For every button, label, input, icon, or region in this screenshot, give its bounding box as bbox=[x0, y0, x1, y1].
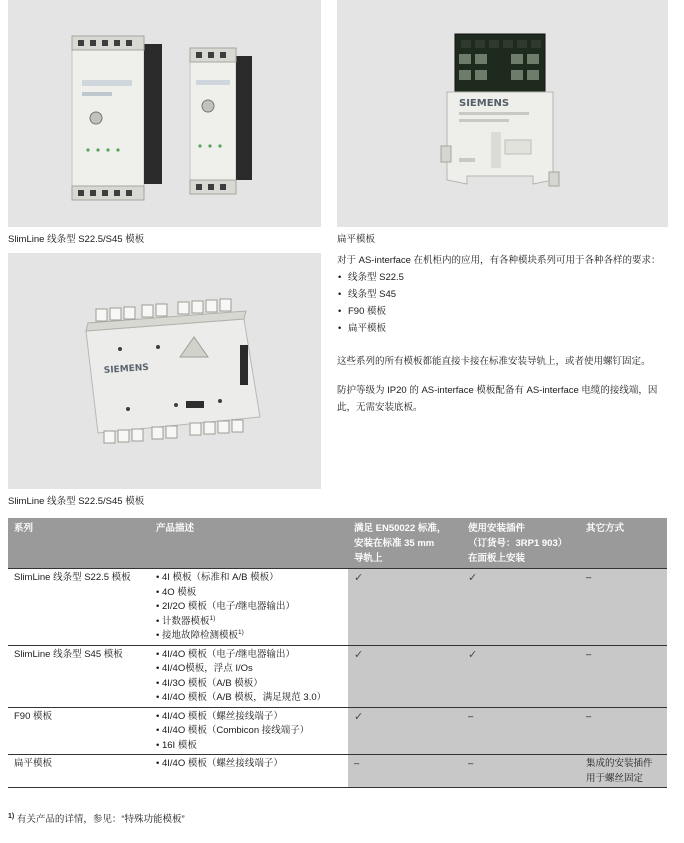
row-other bbox=[580, 707, 667, 755]
intro-text bbox=[337, 252, 669, 416]
row-description bbox=[150, 707, 348, 755]
row-rail bbox=[348, 707, 462, 755]
row-item: • 16I 模板 bbox=[156, 739, 197, 751]
table-row bbox=[8, 707, 667, 755]
siemens-logo-slimline: SIEMENS bbox=[103, 362, 150, 376]
series-item: • 线条型 S22.5 bbox=[337, 269, 669, 286]
row-item: • 计数器模板$^{1)}$ bbox=[156, 614, 216, 627]
slimline-flat-module-image bbox=[8, 253, 321, 489]
dash-mark: – bbox=[586, 648, 592, 660]
flat-module-caption: 扁平模板 bbox=[337, 234, 376, 245]
series-item: • F90 模板 bbox=[337, 303, 669, 320]
row-rail bbox=[348, 569, 462, 646]
header-plug-line: 在面板上安装 bbox=[468, 553, 526, 564]
footnote-text: 有关产品的详情，参见：“特殊功能模板” bbox=[16, 814, 185, 825]
flat-module-image bbox=[337, 0, 668, 227]
dash-mark: – bbox=[586, 710, 592, 722]
row-series: 扁平模板 bbox=[8, 755, 150, 788]
protection-paragraph: 防护等级为 IP20 的 AS-interface 模板配备有 AS-interface 电缆的接线端，因此，无需安装底板。 bbox=[337, 385, 658, 413]
siemens-logo-flat: SIEMENS bbox=[459, 98, 510, 109]
intro-paragraph: 对于 AS-interface 在机柜内的应用，有各种模块系列可用于各种各样的要求： bbox=[337, 255, 661, 266]
row-item: • 2I/2O 模板（电子/继电器输出） bbox=[156, 601, 295, 612]
row-item: • 4I 模板（标准和 A/B 模板） bbox=[156, 572, 279, 583]
slimline-photo-bottom bbox=[8, 253, 321, 489]
header-plug-line: 使用安装插件 bbox=[468, 523, 526, 534]
row-other bbox=[580, 569, 667, 646]
header-rail-line: 导轨上 bbox=[354, 553, 383, 564]
row-item: • 4I/4O 模板（螺丝接线端子） bbox=[156, 758, 283, 769]
flat-module-photo bbox=[337, 0, 668, 227]
slimline-caption-bottom: SlimLine 线条型 S22.5/S45 模板 bbox=[8, 496, 145, 507]
other-line: 用于螺丝固定 bbox=[586, 772, 644, 784]
check-icon: ✓ bbox=[354, 648, 364, 661]
row-plug bbox=[462, 569, 580, 646]
row-other bbox=[580, 755, 667, 788]
dash-mark: – bbox=[468, 758, 474, 769]
series-list bbox=[337, 269, 669, 337]
row-item: • 4O 模板 bbox=[156, 586, 197, 598]
series-item: • 线条型 S45 bbox=[337, 286, 669, 303]
row-item: • 4I/4O模板，浮点 I/Os bbox=[156, 663, 253, 674]
table-row bbox=[8, 645, 667, 707]
dash-mark: – bbox=[586, 572, 592, 583]
dash-mark: – bbox=[354, 758, 360, 769]
header-plug-line: （订货号：3RP1 903） bbox=[468, 538, 568, 549]
row-description bbox=[150, 569, 348, 646]
header-rail-line: 满足 EN50022 标准， bbox=[354, 523, 447, 534]
footnote-mark: 1) bbox=[8, 812, 15, 820]
slimline-modules-image bbox=[8, 0, 321, 227]
row-item: • 接地故障检测模板$^{1)}$ bbox=[156, 628, 244, 641]
row-description bbox=[150, 645, 348, 707]
row-item: • 4I/3O 模板（A/B 模板） bbox=[156, 677, 263, 689]
footnote-ref: 1) bbox=[237, 628, 244, 636]
footnote-ref: 1) bbox=[209, 614, 216, 622]
header-plug bbox=[462, 518, 580, 569]
table-header-row bbox=[8, 518, 667, 569]
table-row bbox=[8, 755, 667, 788]
header-series: 系列 bbox=[8, 518, 150, 569]
header-other: 其它方式 bbox=[580, 518, 667, 569]
header-description: 产品描述 bbox=[150, 518, 348, 569]
header-rail-line: 安装在标准 35 mm bbox=[354, 538, 435, 549]
header-rail bbox=[348, 518, 462, 569]
check-icon: ✓ bbox=[354, 710, 364, 723]
row-description bbox=[150, 755, 348, 788]
row-plug bbox=[462, 645, 580, 707]
table-row bbox=[8, 569, 667, 646]
series-item: • 扁平模板 bbox=[337, 320, 669, 337]
check-icon: ✓ bbox=[468, 648, 478, 661]
row-series: SlimLine 线条型 S22.5 模板 bbox=[8, 569, 150, 646]
row-series: F90 模板 bbox=[8, 707, 150, 755]
module-spec-table bbox=[8, 518, 667, 788]
check-icon: ✓ bbox=[354, 572, 364, 584]
mounting-paragraph: 这些系列的所有模板都能直接卡接在标准安装导轨上，或者使用螺钉固定。 bbox=[337, 356, 651, 367]
row-item: • 4I/4O 模板（螺丝接线端子） bbox=[156, 710, 283, 722]
other-line: 集成的安装插件 bbox=[586, 758, 653, 769]
row-rail bbox=[348, 645, 462, 707]
row-series: SlimLine 线条型 S45 模板 bbox=[8, 645, 150, 707]
slimline-photo-top bbox=[8, 0, 321, 227]
footnote bbox=[8, 814, 185, 826]
row-plug bbox=[462, 755, 580, 788]
dash-mark: – bbox=[468, 710, 474, 722]
row-rail bbox=[348, 755, 462, 788]
row-item: • 4I/4O 模板（A/B 模板，满足规范 3.0） bbox=[156, 692, 327, 703]
row-other bbox=[580, 645, 667, 707]
row-item: • 4I/4O 模板（Combicon 接线端子） bbox=[156, 725, 310, 736]
row-item: • 4I/4O 模板（电子/继电器输出） bbox=[156, 648, 295, 660]
row-plug bbox=[462, 707, 580, 755]
slimline-caption-top: SlimLine 线条型 S22.5/S45 模板 bbox=[8, 234, 145, 245]
check-icon: ✓ bbox=[468, 572, 478, 584]
